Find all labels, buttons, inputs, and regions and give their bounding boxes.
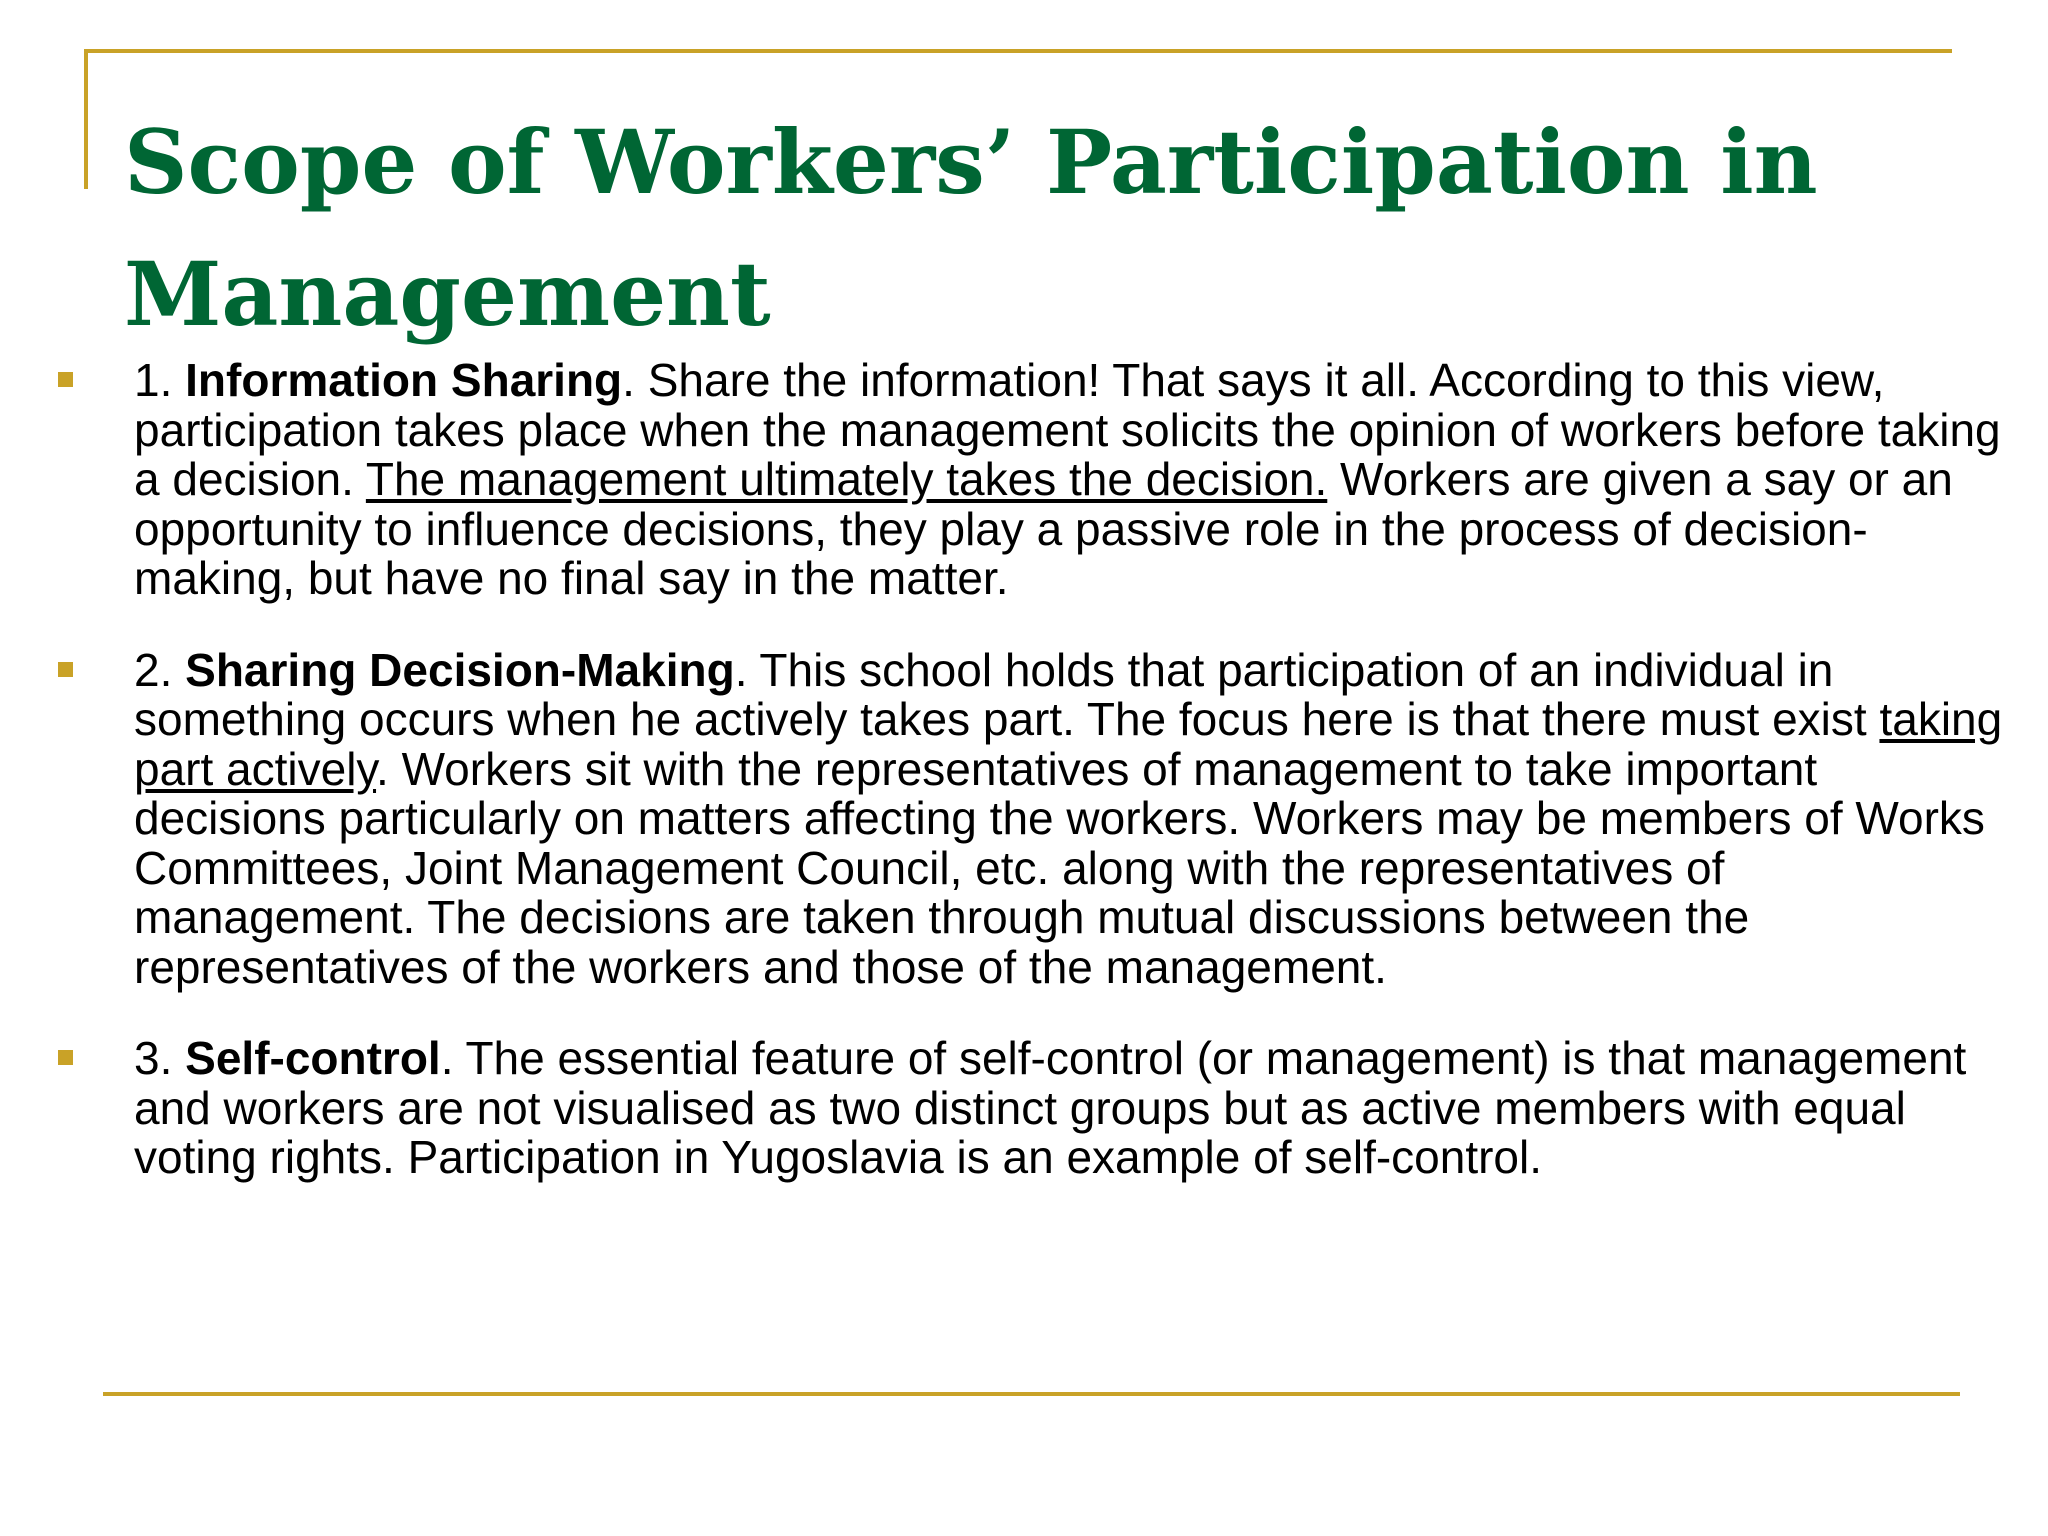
- slide-title: Scope of Workers’ Participation in Management: [124, 110, 1818, 346]
- bullet-body-text: . This school holds that participation of an individual in something occurs when he actively takes part. The focus here is that there must exist: [134, 643, 1880, 745]
- left-border-rule: [84, 49, 88, 189]
- bullet-text: [134, 356, 2018, 604]
- bullet-item-information-sharing: [58, 356, 2018, 604]
- bullet-heading: Information Sharing: [185, 354, 623, 406]
- bullet-text: [134, 1034, 2018, 1183]
- bullet-body-text-continued: . Workers sit with the representatives of management to take important decisions particularly on matters affecting the workers. Workers may be members of Works Committees, Joint Management Council, etc. along with the representatives of management. The decisions are taken through mutual discussions between the representatives of the workers and those of the management.: [134, 742, 1985, 993]
- square-bullet-icon: [58, 372, 73, 387]
- bullet-number: 1.: [134, 354, 173, 406]
- bottom-border-rule: [103, 1392, 1960, 1396]
- bullet-heading: Sharing Decision-Making: [185, 643, 735, 696]
- bullet-body-text: . The essential feature of self-control (or management) is that management and workers are not visualised as two distinct groups but as active members with equal voting rights. Participation in Yugoslavia is an example of self-control.: [134, 1032, 1967, 1183]
- bullet-number: 2.: [134, 643, 173, 696]
- bullet-item-self-control: [58, 1034, 2018, 1183]
- bullet-item-sharing-decision-making: [58, 643, 2018, 993]
- top-border-rule: [84, 49, 1952, 53]
- square-bullet-icon: [58, 662, 73, 677]
- bullet-list: [58, 356, 2018, 1225]
- bullet-text: [134, 643, 2018, 993]
- square-bullet-icon: [58, 1050, 73, 1065]
- bullet-number: 3.: [134, 1032, 173, 1084]
- underlined-emphasis: taking part actively: [134, 693, 2003, 795]
- underlined-emphasis: The management ultimately takes the decision.: [365, 453, 1328, 505]
- bullet-heading: Self-control: [185, 1032, 441, 1084]
- bullet-body-text: . Share the information! That says it all. According to this view, participation takes place when the management solicits the opinion of workers before taking a decision.: [134, 354, 2001, 505]
- bullet-body-text-continued: Workers are given a say or an opportunity to influence decisions, they play a passive role in the process of decision-making, but have no final say in the matter.: [134, 453, 1953, 604]
